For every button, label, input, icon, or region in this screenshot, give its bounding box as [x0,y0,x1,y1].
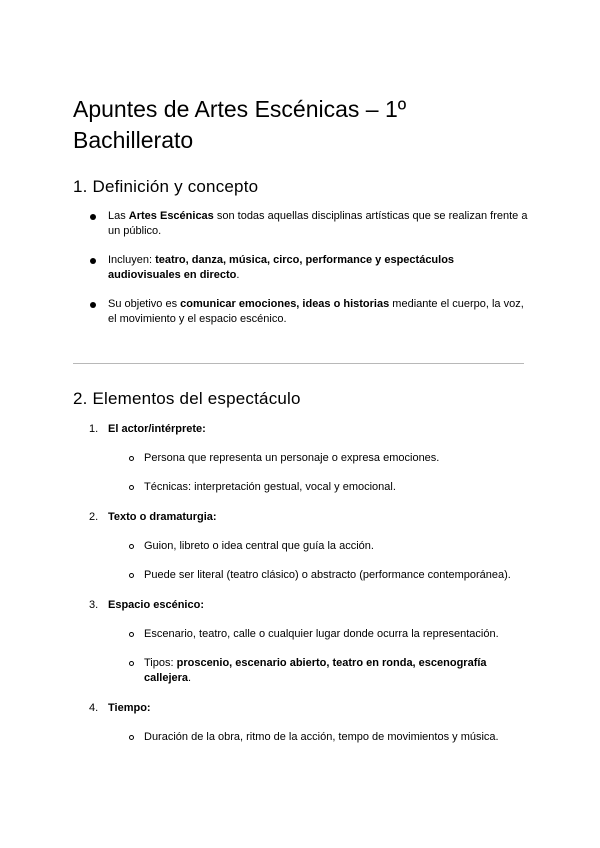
sub-item-text: Duración de la obra, ritmo de la acción, tempo de movimientos y música. [144,731,499,743]
item-label: Espacio escénico: [108,599,204,611]
numbered-item [89,510,217,525]
sub-list-item [144,568,524,583]
sub-item-text: Tipos: [144,657,177,669]
bullet-icon [90,258,96,264]
list-item-text: Su objetivo es [108,298,181,310]
sub-item-bold-text: proscenio, escenario abierto, teatro en ronda, escenografía callejera [144,657,487,684]
sub-list-item [144,539,524,554]
sub-item-text: Guion, libreto o idea central que guía la acción. [144,540,374,552]
circle-bullet-icon [129,661,134,666]
sub-item-text: Puede ser literal (teatro clásico) o abstracto (performance contemporánea). [144,569,511,581]
circle-bullet-icon [129,544,134,549]
sub-item-text: Técnicas: interpretación gestual, vocal y emocional. [144,481,396,493]
numbered-item [89,701,151,716]
list-item [108,209,528,239]
list-item-text: . [236,269,240,281]
list-item [108,253,528,283]
sub-item-text: . [188,672,192,684]
circle-bullet-icon [129,456,134,461]
sub-list-item [144,627,524,642]
circle-bullet-icon [129,735,134,740]
list-item-bold-text: teatro, danza, música, circo, performance y espectáculos audiovisuales en directo [108,254,455,281]
item-number: 1. [89,423,99,435]
sub-item-text: Escenario, teatro, calle o cualquier lugar donde ocurra la representación. [144,628,499,640]
list-item-text: mediante el cuerpo, la voz, el movimiento y el espacio escénico. [108,298,524,325]
sub-list-item [144,656,524,686]
circle-bullet-icon [129,485,134,490]
sub-list-item [144,451,524,466]
circle-bullet-icon [129,573,134,578]
circle-bullet-icon [129,632,134,637]
item-number: 3. [89,599,99,611]
section-heading-elements: 2. Elementos del espectáculo [73,389,301,408]
list-item-text: Las [108,210,129,222]
document-title: Apuntes de Artes Escénicas – 1º Bachillerato [73,96,407,153]
item-label: Tiempo: [108,702,151,714]
sub-list-item [144,730,524,745]
sub-list-item [144,480,524,495]
list-item-bold-text: Artes Escénicas [128,210,214,222]
bullet-icon [90,214,96,220]
item-number: 4. [89,702,99,714]
list-item-bold-text: comunicar emociones, ideas o historias [180,298,390,310]
list-item-text: Incluyen: [108,254,156,266]
item-number: 2. [89,511,99,523]
section-heading-definition: 1. Definición y concepto [73,177,259,196]
numbered-item [89,598,204,613]
item-label: Texto o dramaturgia: [108,511,217,523]
numbered-item [89,422,206,437]
list-item-text: son todas aquellas disciplinas artísticas que se realizan frente a un público. [108,210,528,237]
horizontal-divider [73,363,524,364]
item-label: El actor/intérprete: [108,423,206,435]
sub-item-text: Persona que representa un personaje o expresa emociones. [144,452,440,464]
bullet-icon [90,302,96,308]
list-item [108,297,528,327]
